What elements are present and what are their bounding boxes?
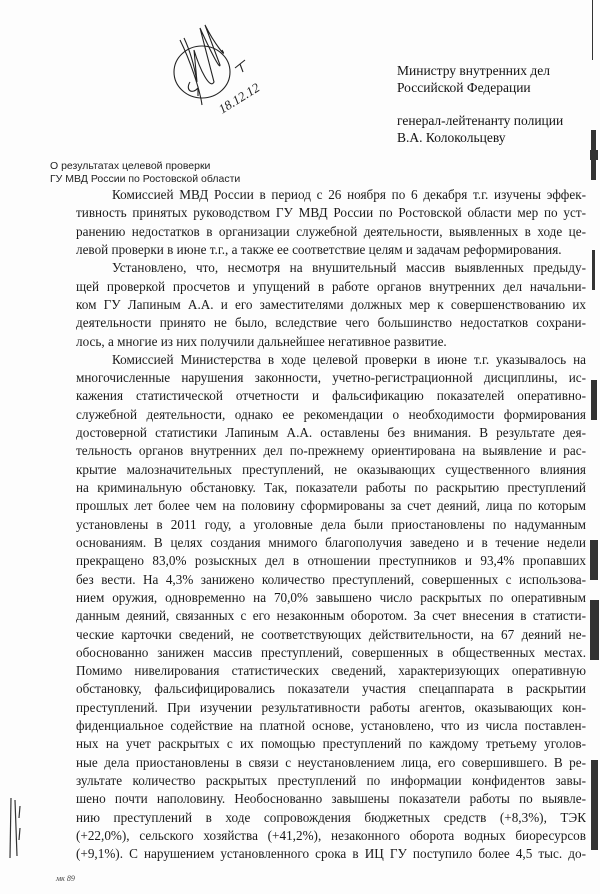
body-line: ные дела приостановлены в связи с неустановлением лица, его совершившего. В ре- <box>76 754 586 770</box>
body-line: основаниям. В целях создания мнимого благополучия заведено и в течение недели <box>76 534 586 550</box>
body-line: (+22,0%), сельского хозяйства (+41,2%), незаконного оборота водных биоресурсов <box>76 827 586 843</box>
body-line: левой проверки в июне т.г., а также ее соответствие целям и задачам реформирования. <box>76 241 562 257</box>
body-line: прошлых лет более чем на половину сформированы за счет деяний, лица по которым <box>76 498 586 514</box>
body-line: тивность принятых руководством ГУ МВД России по Ростовской области мер по уст- <box>76 205 586 221</box>
body-line: преступлений. При изучении результативности работы агентов, оказывающих кон- <box>76 699 586 715</box>
addressee-line: Российской Федерации <box>397 80 531 95</box>
body-line: кажения статистической отчетности и фальсификацию показателей оперативно- <box>76 388 586 404</box>
body-line: прекращено 83,0% розыскных дел в отношении преступников и 93,4% пропавших <box>76 553 586 569</box>
addressee-line: В.А. Колокольцеву <box>397 130 506 145</box>
subject-block <box>50 160 240 185</box>
addressee-block <box>397 62 563 146</box>
addressee-line: Министру внутренних дел <box>397 63 550 78</box>
body-line: деятельности принято не было, вследствие чего большинство недостатков сохрани- <box>76 315 586 331</box>
body-line: на криминальную обстановку. Так, показатели работы по раскрытию преступлений <box>76 480 586 495</box>
scan-edge-noise <box>586 0 600 894</box>
signature-strokes <box>180 25 224 105</box>
body-line: шено почти наполовину. Необоснованно завышены показатели работы по выявле- <box>76 791 586 807</box>
signature-tick <box>235 60 245 72</box>
body-line: ных на учет раскрытых с их помощью преступлений по каждому третьему уголов- <box>76 736 586 752</box>
body-line: Комиссией МВД России в период с 26 ноября по 6 декабря т.г. изучены эффек- <box>112 187 586 202</box>
body-line: фиденциальное содействие на платной основе, установлено, что из числа поставлен- <box>76 718 586 734</box>
body-line: обоснованно занижен массив преступлений, совершенных в общественных местах. <box>76 644 586 660</box>
body-line: данным деяний, связанных с его незаконным оборотом. За счет внесения в статисти- <box>76 608 586 624</box>
subject-line: О результатах целевой проверки <box>50 160 211 172</box>
body-line: Помимо нивелирования статистических сведений, характеризующих оперативную <box>76 663 586 679</box>
body-line: тельность органов внутренних дел по-прежнему ориентирована на выявление и рас- <box>76 443 586 459</box>
margin-vertical-marks <box>8 798 24 858</box>
body-line: крытие малозначительных преступлений, не оказывающих существенного влияния <box>76 461 586 477</box>
resolution-signature <box>140 10 270 120</box>
body-line: ческие карточки сведений, не соответствующих действительности, на 67 деяний не- <box>76 626 586 642</box>
subject-line: ГУ МВД России по Ростовской области <box>50 172 241 185</box>
addressee-gap <box>397 96 563 112</box>
body-line: Комиссией Министерства в ходе целевой проверки в июне т.г. указывалось на <box>112 351 586 367</box>
letter-body <box>76 186 586 864</box>
margin-note: мк 89 <box>56 874 75 883</box>
body-line: установлены в 2011 году, а уголовные дела были приостановлены по надуманным <box>76 516 586 532</box>
body-line: щей проверкой просчетов и упущений в работе органов внутренних дел начальни- <box>76 278 586 294</box>
body-line: (+9,1%). С нарушением установленного срока в ИЦ ГУ поступило более 4,5 тыс. до- <box>76 846 586 862</box>
body-line: нию преступлений в ходе сопровождения бюджетных средств (+8,3%), ТЭК <box>76 809 586 825</box>
body-line: нием оружия, одновременно на 70,0% завышено число раскрытых по оперативным <box>76 589 586 605</box>
body-line: лось, а многие из них получили дальнейшее негативное развитие. <box>76 333 447 349</box>
body-line: служебной деятельности, однако ее рекомендации о необходимости формирования <box>76 406 586 422</box>
addressee-line: генерал-лейтенанту полиции <box>397 113 564 128</box>
body-line: многочисленные нарушения законности, учетно-регистрационной дисциплины, ис- <box>76 370 586 386</box>
body-line: обстановку, фальсифицировались показатели участия спецаппарата в раскрытии <box>76 681 586 697</box>
body-line: ранению недостатков в организации служебной деятельности, выявленных в ходе це- <box>76 223 586 239</box>
body-line: ком ГУ Лапиным А.А. и его заместителями должных мер к совершенствованию их <box>76 296 586 312</box>
body-line: зультате количество раскрытых преступлений по информации конфидентов завы- <box>76 773 586 788</box>
body-line: Установлено, что, несмотря на внушительный массив выявленных предыду- <box>112 260 586 276</box>
body-line: без вести. На 4,3% занижено количество преступлений, совершенных с использова- <box>76 571 586 587</box>
body-line: достоверной статистики Лапиным А.А. оставлены без внимания. В результате дея- <box>76 425 586 441</box>
resolution-date: 18.12.12 <box>215 79 263 117</box>
